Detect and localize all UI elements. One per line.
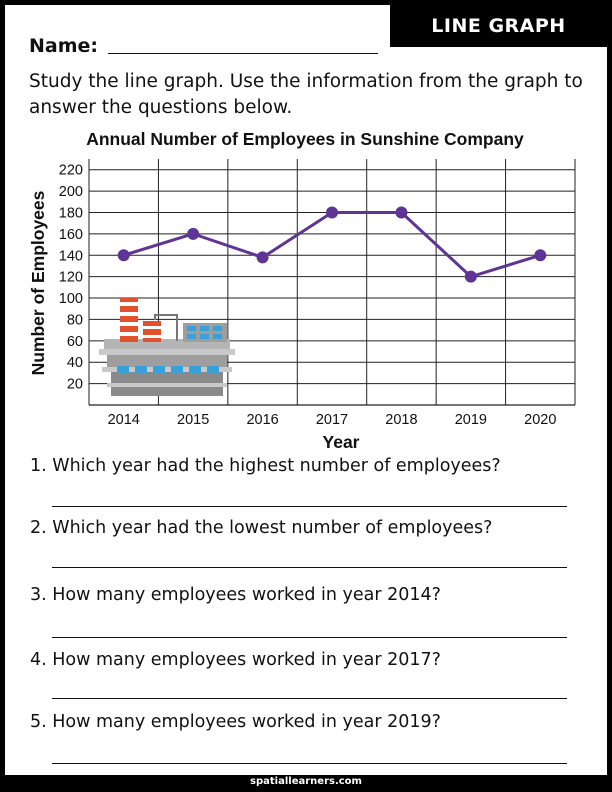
instructions: Study the line graph. Use the information from the graph to answer the questions below. [29,71,583,118]
question-3: 3. How many employees worked in year 2014? [30,585,441,605]
x-tick-label: 2016 [246,412,279,428]
y-tick-label: 180 [58,205,83,222]
data-point [187,228,199,240]
answer-line-5[interactable] [52,763,567,764]
data-point [118,249,130,261]
x-tick-label: 2020 [524,412,557,428]
y-tick-label: 100 [58,291,83,308]
factory-icon [99,298,235,396]
question-5: 5. How many employees worked in year 2019? [30,712,441,732]
name-field-line[interactable] [108,53,378,54]
x-tick-label: 2019 [454,412,487,428]
x-tick-label: 2014 [107,412,140,428]
y-tick-label: 140 [58,248,83,265]
series-polyline [124,212,541,276]
x-axis-ticks [108,412,557,428]
answer-line-4[interactable] [52,698,567,699]
footer-site: spatiallearners.com [250,776,362,787]
y-tick-label: 60 [66,333,83,350]
data-point [534,249,546,261]
x-axis-label: Year [322,432,360,452]
question-1: 1. Which year had the highest number of employees? [30,456,501,476]
x-tick-label: 2018 [385,412,418,428]
question-4: 4. How many employees worked in year 2017? [30,650,441,670]
answer-line-2[interactable] [52,567,567,568]
y-tick-label: 20 [66,376,83,393]
y-axis-ticks [59,163,83,393]
question-2: 2. Which year had the lowest number of employees? [30,518,493,538]
data-point [395,206,407,218]
worksheet-type-badge: LINE GRAPH [390,5,607,47]
line-chart [5,120,607,460]
y-tick-label: 160 [58,226,83,243]
series-line [118,206,547,282]
y-tick-label: 40 [66,355,83,372]
x-tick-label: 2015 [177,412,210,428]
answer-line-3[interactable] [52,637,567,638]
chart-title: Annual Number of Employees in Sunshine Company [86,129,524,149]
worksheet [5,5,607,775]
name-label: Name: [29,35,99,57]
y-tick-label: 220 [58,162,83,179]
y-tick-label: 120 [58,269,83,286]
answer-line-1[interactable] [52,506,567,507]
y-tick-label: 80 [66,312,83,329]
data-point [257,251,269,263]
x-tick-label: 2017 [315,412,349,428]
y-tick-label: 200 [58,184,83,201]
data-point [465,271,477,283]
y-axis-label: Number of Employees [28,190,48,376]
data-point [326,206,338,218]
